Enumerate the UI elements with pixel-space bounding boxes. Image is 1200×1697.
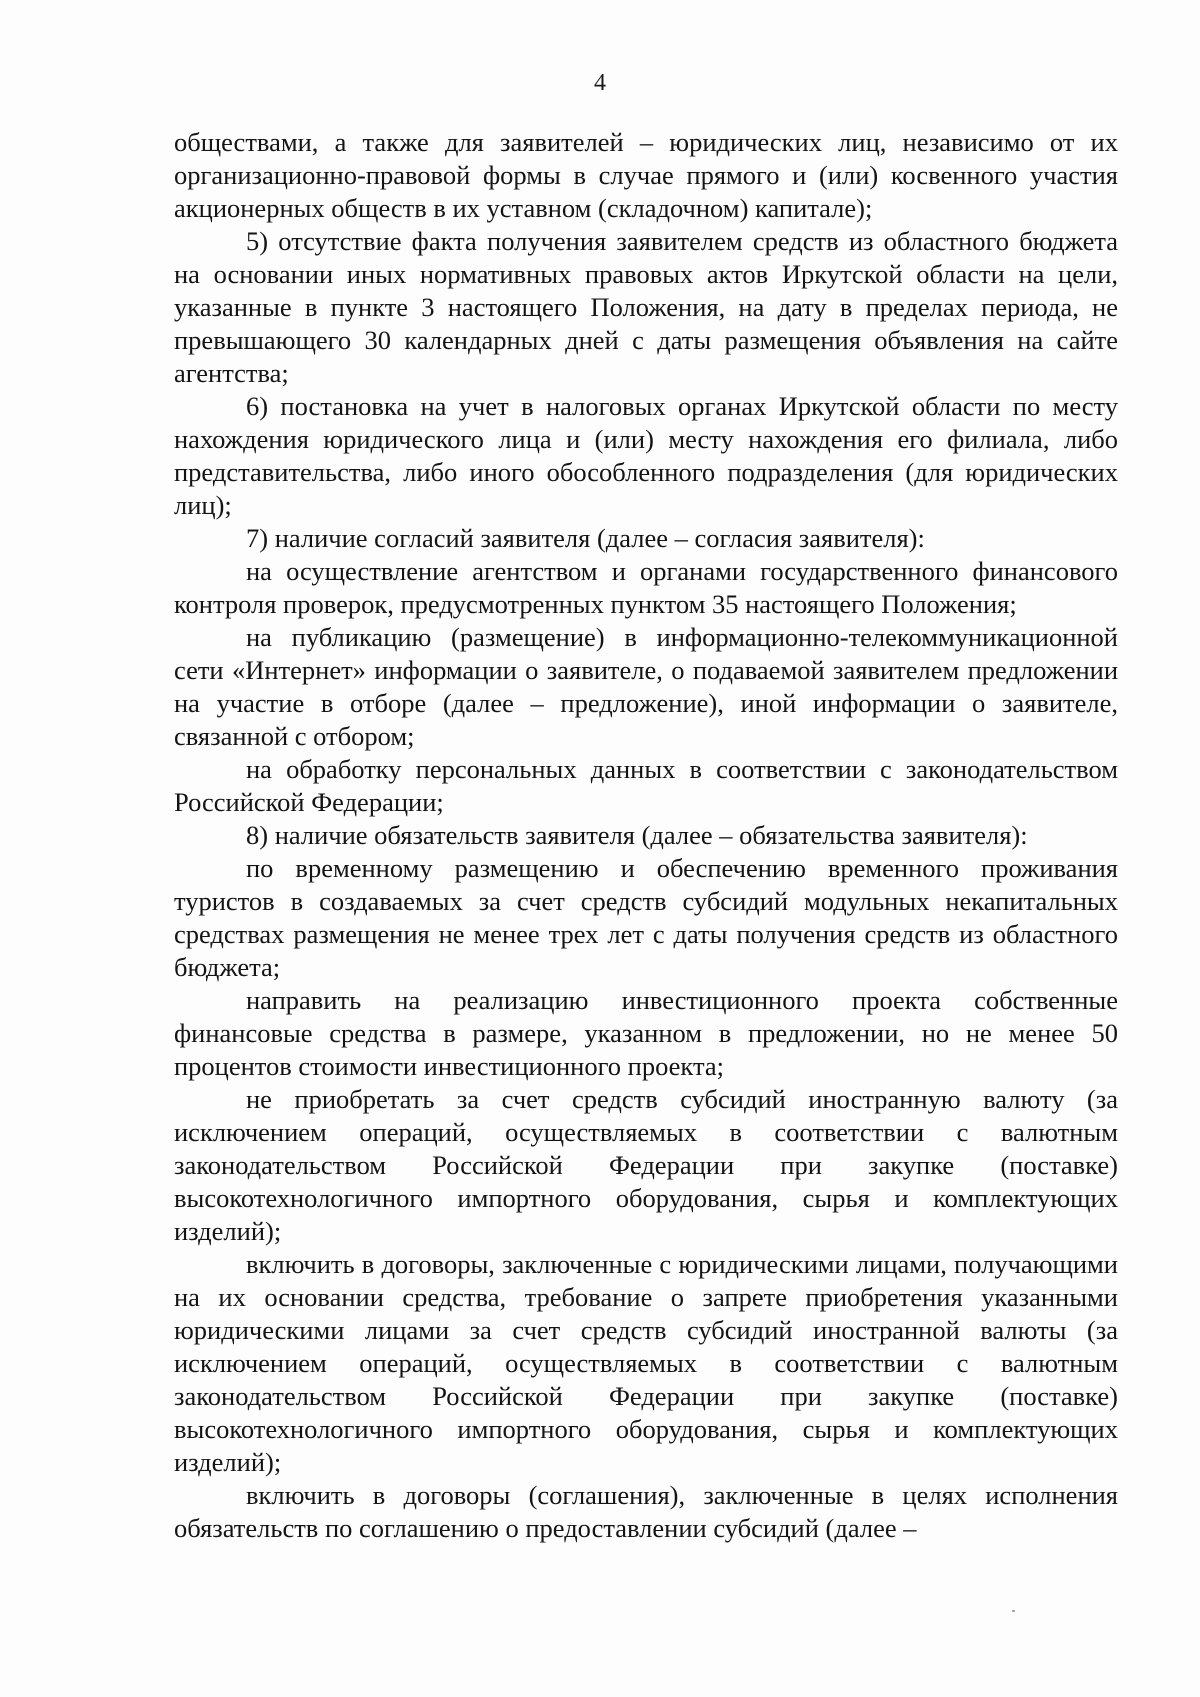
paragraph-obligation-agreements: включить в договоры (соглашения), заключенные в целях исполнения обязательств по соглашению о предоставлении субсидий (далее – — [174, 1480, 1118, 1543]
paragraph-item-5: 5) отсутствие факта получения заявителем средств из областного бюджета на основании иных нормативных правовых актов Иркутской области на цели, указанные в пункте 3 настоящего Положения, на дату в пределах периода, не превышающего 30 календарных дней с даты размещения объявления на сайте агентства; — [174, 226, 1118, 388]
paragraph-obligation-own-funds: направить на реализацию инвестиционного проекта собственные финансовые средства в размере, указанном в предложении, но не менее 50 процентов стоимости инвестиционного проекта; — [174, 985, 1118, 1081]
page-number: 4 — [594, 70, 606, 96]
paragraph-consent-publication: на публикацию (размещение) в информационно-телекоммуникационной сети «Интернет» информации о заявителе, о подаваемой заявителем предложении на участие в отборе (далее – предложение), иной информации о заявителе, связанной с отбором; — [174, 622, 1118, 751]
paragraph-item-7: 7) наличие согласий заявителя (далее – согласия заявителя): — [246, 523, 925, 553]
paragraph-obligation-accommodation: по временному размещению и обеспечению временного проживания туристов в создаваемых за счет средств субсидий модульных некапитальных средствах размещения не менее трех лет с даты получения средств из областного бюджета; — [174, 853, 1118, 982]
paragraph-continuation: обществами, а также для заявителей – юридических лиц, независимо от их организационно-правовой формы в случае прямого и (или) косвенного участия акционерных обществ в их уставном (складочном) капитале); — [174, 127, 1118, 223]
paragraph-item-6: 6) постановка на учет в налоговых органах Иркутской области по месту нахождения юридического лица и (или) месту нахождения его филиала, либо представительства, либо иного обособленного подразделения (для юридических лиц); — [174, 391, 1118, 520]
paragraph-consent-personal-data: на обработку персональных данных в соответствии с законодательством Российской Федерации; — [174, 754, 1118, 817]
paragraph-obligation-contracts: включить в договоры, заключенные с юридическими лицами, получающими на их основании средства, требование о запрете приобретения указанными юридическими лицами за счет средств субсидий иностранной валюты (за исключением операций, осуществляемых в соответствии с валютным законодательством Российской Федерации при закупке (поставке) высокотехнологичного импортного оборудования, сырья и комплектующих изделий); — [174, 1249, 1118, 1477]
paragraph-item-8: 8) наличие обязательств заявителя (далее – обязательства заявителя): — [246, 820, 1028, 850]
paragraph-consent-inspection: на осуществление агентством и органами государственного финансового контроля проверок, предусмотренных пунктом 35 настоящего Положения; — [174, 556, 1118, 619]
document-body — [174, 126, 1118, 1545]
paragraph-obligation-no-currency: не приобретать за счет средств субсидий иностранную валюту (за исключением операций, осуществляемых в соответствии с валютным законодательством Российской Федерации при закупке (поставке) высокотехнологичного импортного оборудования, сырья и комплектующих изделий); — [174, 1084, 1118, 1246]
scan-speck — [1012, 1610, 1015, 1612]
